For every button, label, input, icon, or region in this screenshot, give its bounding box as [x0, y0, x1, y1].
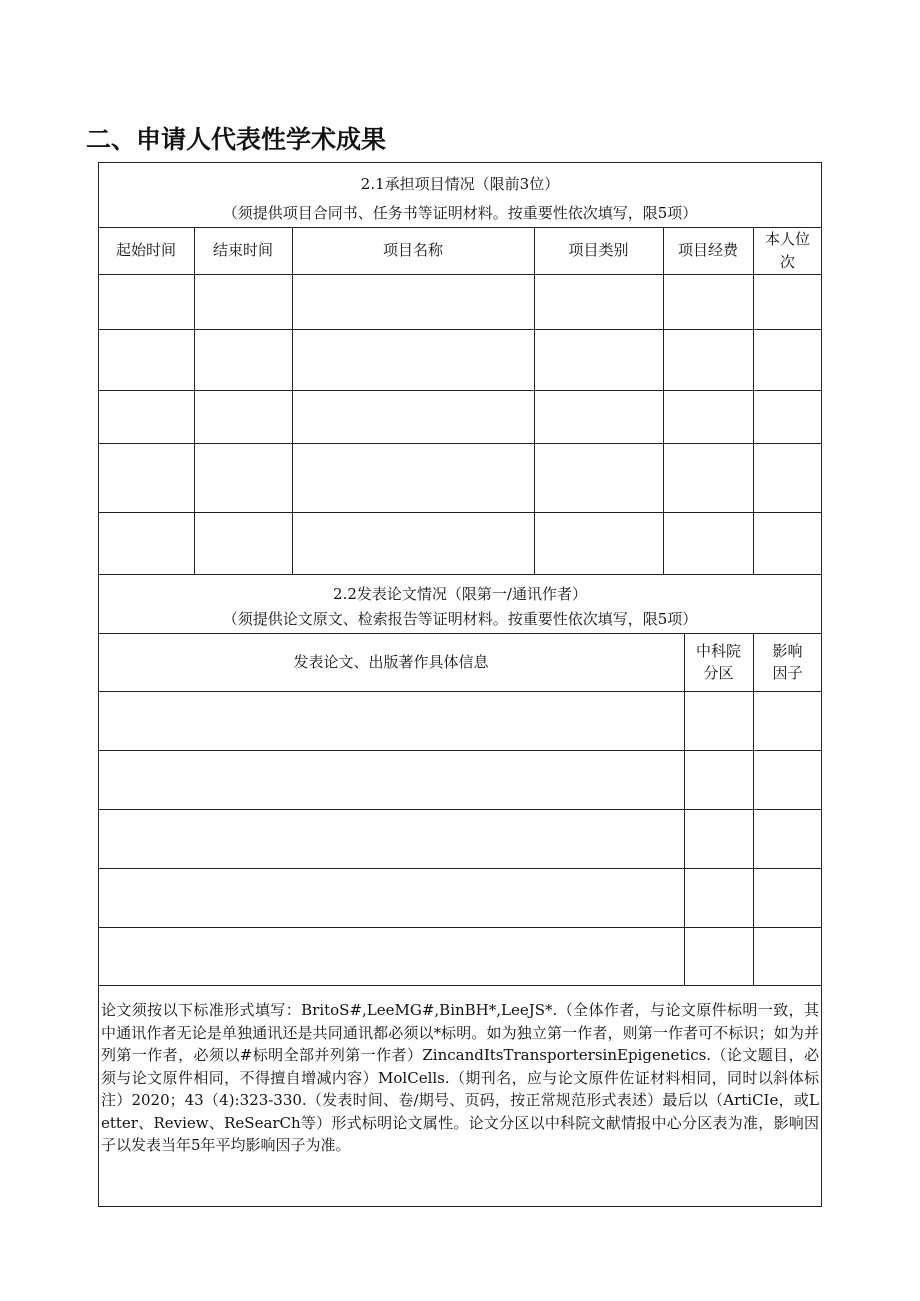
table-rule	[98, 443, 822, 444]
table-rule	[194, 227, 195, 574]
col-project-name: 项目名称	[382, 241, 443, 259]
col-impact-line2: 因子	[772, 664, 803, 682]
col-impact-line1: 影响	[772, 642, 803, 660]
col-end-time: 结束时间	[212, 241, 273, 259]
table-rule	[98, 390, 822, 391]
col-project-funding: 项目经费	[677, 241, 738, 259]
col-rank-line1: 本人位	[764, 230, 810, 248]
table-rule	[292, 227, 293, 574]
table-rule	[98, 512, 822, 513]
table-rule	[98, 750, 822, 751]
table-rule	[98, 985, 822, 986]
col-rank-line2: 次	[779, 253, 795, 271]
table-rule	[98, 274, 822, 275]
table-rule	[98, 691, 822, 692]
papers-subtitle: （须提供论文原文、检索报告等证明材料。按重要性依次填写，限5项）	[222, 610, 698, 628]
projects-subtitle: （须提供项目合同书、任务书等证明材料。按重要性依次填写，限5项）	[222, 204, 698, 222]
table-rule	[98, 227, 822, 228]
table-rule	[534, 227, 535, 574]
section-heading: 二、申请人代表性学术成果	[86, 125, 387, 154]
col-project-category: 项目类别	[568, 241, 629, 259]
table-rule	[663, 227, 664, 574]
papers-title: 2.2发表论文情况（限第一/通讯作者）	[333, 585, 587, 603]
projects-title: 2.1承担项目情况（限前3位）	[360, 175, 560, 193]
col-paper-info: 发表论文、出版著作具体信息	[293, 653, 489, 671]
table-rule	[753, 227, 754, 574]
table-rule	[98, 809, 822, 810]
col-start-time: 起始时间	[115, 241, 176, 259]
table-rule	[98, 633, 822, 634]
table-rule	[98, 329, 822, 330]
table-rule	[753, 633, 754, 985]
table-rule	[98, 927, 822, 928]
col-cas-zone-line2: 分区	[703, 664, 734, 682]
col-cas-zone-line1: 中科院	[695, 642, 741, 660]
table-rule	[98, 574, 822, 575]
table-rule	[684, 633, 685, 985]
table-rule	[98, 868, 822, 869]
format-note: 论文须按以下标准形式填写：BritoS#,LeeMG#,BinBH*,LeeJS*.（全体作者，与论文原件标明一致，其中通讯作者无论是单独通讯还是共同通讯都必须以*标明。如为独立第一作者，则第一作者可不标识；如为并列第一作者，必须以#标明全部并列第一作者）ZincandItsTransportersinEpigenetics.（论文题目，必须与论文原件相同，不得擅自增减内容）MolCells.（期刊名，应与论文原件佐证材料相同，同时以斜体标注）2020；43（4):323-330.（发表时间、卷/期号、页码，按正常规范形式表述）最后以（ArtiCIe，或Letter、Review、ReSearCh等）形式标明论文属性。论文分区以中科院文献情报中心分区表为准，影响因子以发表当年5年平均影响因子为准。	[101, 1001, 819, 1154]
